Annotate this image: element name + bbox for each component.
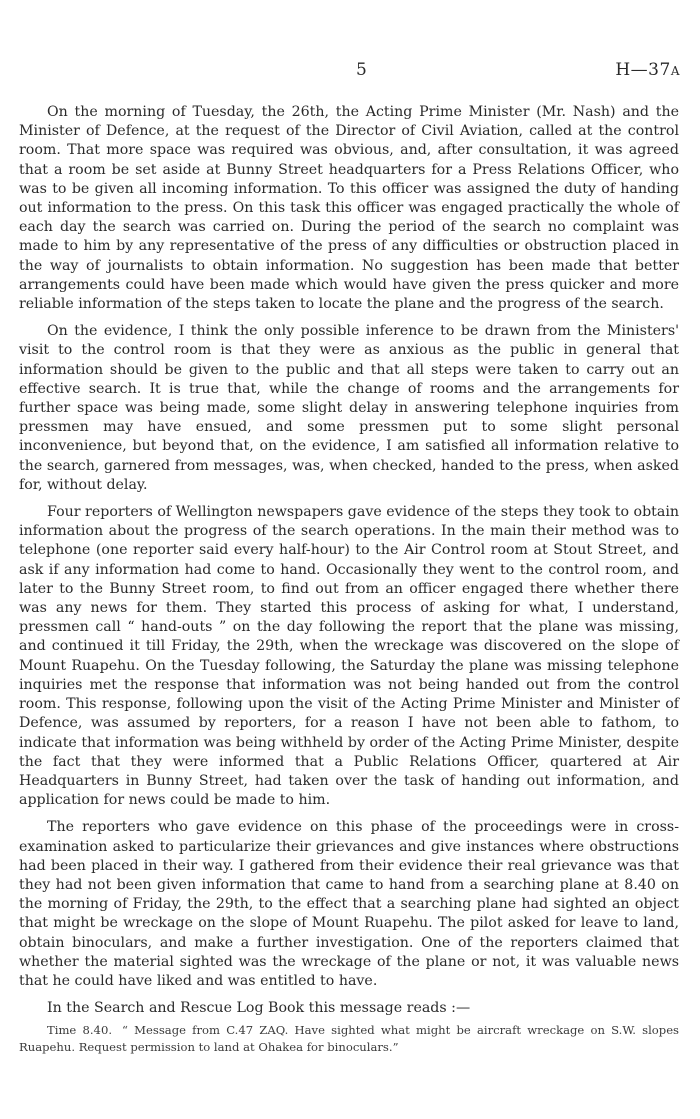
log-book-entry (19, 1022, 679, 1056)
paragraph-four-reporters: Four reporters of Wellington newspapers gave evidence of the steps they took to obtain information about the progress of the search operations. In the main their method was to telephone (one reporter said every half-hour) to the Air Control room at Stout Street, and ask if any information had come to hand. Occasionally they went to the control room, and later to the Bunny Street room, to find out from an officer engaged there whether there was any news for them. They started this process of asking for what, I understand, pressmen call “ hand-outs ” on the day following the report that the plane was missing, and continued it till Friday, the 29th, when the wreckage was discovered on the slope of Mount Ruapehu. On the Tuesday following, the Saturday the plane was missing telephone inquiries met the response that information was not being handed out from the control room. This response, following upon the visit of the Acting Prime Minister and Minister of Defence, was assumed by reporters, for a reason I have not been able to fathom, to indicate that information was being withheld by order of the Acting Prime Minister, despite the fact that they were informed that a Public Relations Officer, quartered at Air Headquarters in Bunny Street, had taken over the task of handing out information, and application for news could be made to him. (19, 504, 679, 809)
log-entry-time: Time 8.40. (47, 1023, 113, 1038)
paragraph-ministers-visit: On the evidence, I think the only possible inference to be drawn from the Ministers' visit to the control room is that they were as anxious as the public in general that information should be given to the public and that all steps were taken to carry out an effective search. It is true that, while the change of rooms and the arrangements for further space was being made, some slight delay in answering telephone inquiries from pressmen may have ensued, and some pressmen put to some slight personal inconvenience, but beyond that, on the evidence, I am satisfied all information relative to the search, garnered from messages, was, when checked, handed to the press, when asked for, without delay. (19, 323, 679, 493)
document-reference-main: H—37 (615, 60, 671, 80)
document-reference (615, 60, 680, 80)
report-body (19, 103, 679, 1056)
paragraph-reporters-grievance: The reporters who gave evidence on this phase of the proceedings were in cross-examination asked to particularize their grievances and give instances where obstructions had been placed in their way. I gathered from their evidence their real grievance was that they had not been given information that came to hand from a searching plane at 8.40 on the morning of Friday, the 29th, to the effect that a searching plane had sighted an object that might be wreckage on the slope of Mount Ruapehu. The pilot asked for leave to land, obtain binoculars, and make a further investigation. One of the reporters claimed that whether the material sighted was the wreckage of the plane or not, it was valuable news that he could have liked and was entitled to have. (19, 819, 679, 989)
document-reference-suffix: A (670, 64, 680, 78)
log-entry-message: “ Message from C.47 ZAQ. Have sighted what might be aircraft wreckage on S.W. slopes Ruapehu. Request permission to land at Ohakea for binoculars.” (19, 1023, 680, 1055)
paragraph-press-relations-officer: On the morning of Tuesday, the 26th, the Acting Prime Minister (Mr. Nash) and the Minister of Defence, at the request of the Director of Civil Aviation, called at the control room. That more space was required was obvious, and, after consultation, it was agreed that a room be set aside at Bunny Street headquarters for a Press Relations Officer, who was to be given all incoming information. To this officer was assigned the duty of handing out information to the press. On this task this officer was engaged practically the whole of each day the search was carried on. During the period of the search no complaint was made to him by any representative of the press of any difficulties or obstruction placed in the way of journalists to obtain information. No suggestion has been made that better arrangements could have been made which would have given the press quicker and more reliable information of the steps taken to locate the plane and the progress of the search. (19, 104, 679, 313)
page-number: 5 (356, 60, 367, 80)
paragraph-log-book-intro: In the Search and Rescue Log Book this message reads :— (47, 1000, 471, 1017)
